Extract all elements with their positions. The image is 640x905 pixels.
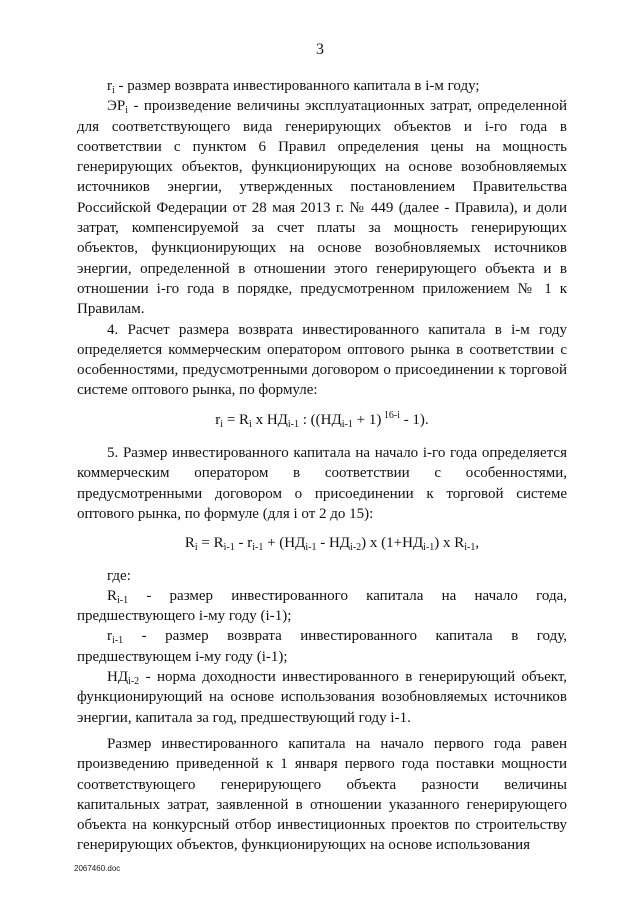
paragraph-first-year: Размер инвестированного капитала на начало первого года равен произведению приведенной к 1 января первого года поставки мощности соответствующего генерирующего объекта разности величины капитальных затрат, заявленной в отношении указанного генерирующего объекта на конкурсный отбор инвестиционных проектов по строительству генерирующих объектов, функционирующих на основе использования (77, 735, 567, 854)
definition-er (77, 96, 567, 319)
formula-part: + 1) (352, 411, 382, 428)
definition-return-prev (77, 626, 567, 667)
subscript: i (112, 85, 115, 96)
formula-part: - НД (316, 535, 351, 552)
formula-subscript: i-1 (252, 542, 264, 554)
paragraph-4: 4. Расчет размера возврата инвестированного капитала в i-м году определяется коммерческим оператором оптового рынка в соответствии с особенностями, предусмотренными договором о присоединении к торговой системе оптового рынка, по формуле: (77, 321, 567, 399)
symbol: r (107, 628, 112, 645)
formula-part: + (НД (263, 535, 306, 552)
formula-subscript: i (249, 418, 252, 430)
formula-subscript: i-2 (350, 542, 362, 554)
formula-subscript: i-1 (341, 418, 353, 430)
formula-part: r (215, 411, 221, 428)
subscript: i-1 (117, 594, 129, 606)
formula-part: ) x (1+НД (361, 535, 424, 552)
definition-text: - размер инвестированного капитала на начало года, предшествующего i-му году (i-1); (77, 587, 567, 625)
formula-subscript: i-1 (423, 542, 435, 554)
formula-part: R (184, 535, 195, 552)
definition-r (77, 76, 567, 96)
formula-return (77, 410, 567, 430)
formula-part: ) x R (434, 535, 465, 552)
file-name-footer: 2067460.doc (74, 864, 121, 873)
symbol: R (107, 587, 118, 604)
subscript: i-1 (112, 635, 124, 647)
symbol: НД (107, 669, 129, 686)
symbol: ЭР (107, 98, 126, 115)
paragraph-5: 5. Размер инвестированного капитала на начало i-го года определяется коммерческим оператором в соответствии с особенностями, предусмотренными договором о присоединении к торговой системе оптового рынка, по формуле (для i от 2 до 15): (77, 445, 567, 522)
formula-superscript: 16-i (381, 409, 400, 421)
symbol: r (107, 78, 112, 94)
formula-subscript: i (220, 418, 224, 430)
document-body (77, 76, 567, 856)
formula-part: : ((НД (299, 411, 342, 428)
definition-r-prev (77, 586, 567, 627)
definition-text: - произведение величины эксплуатационных затрат, определенной для соответствующего вида генерирующих объектов и i-го года в соответствии с пунктом 6 Правил определения цены на мощность генерирующих объектов, функционирующих на основе возобновляемых источников энергии, утвержденных постановлением Правительства Российской Федерации от 28 мая 2013 г. № 449 (далее - Правила), и доли затрат, компенсируемой за счет платы за мощность генерирующих объектов, функционирующих на основе возобновляемых источников энергии, определенной в отношении этого генерирующего объекта и в отношении i-го года в порядке, предусмотренном приложением № 1 к Правилам. (77, 98, 567, 318)
formula-part: - 1). (399, 411, 429, 428)
page-number: 3 (316, 41, 324, 58)
where-label: где: (107, 567, 131, 584)
formula-subscript: i-1 (287, 418, 300, 430)
formula-subscript: i-1 (305, 542, 317, 554)
formula-part: - r (234, 535, 253, 552)
formula-part: , (475, 535, 480, 552)
formula-part: = R (223, 411, 250, 428)
formula-capital (77, 533, 567, 553)
formula-part: = R (197, 535, 224, 552)
subscript: i (125, 105, 129, 117)
subscript: i-2 (128, 676, 140, 688)
definition-text: - размер возврата инвестированного капитала в i-м году; (114, 78, 480, 94)
formula-part: x НД (251, 411, 288, 428)
formula-subscript: i-1 (223, 542, 235, 554)
formula-subscript: i (194, 542, 198, 554)
definition-text: - норма доходности инвестированного в генерирующий объект, функционирующий на основе использования возобновляемых источников энергии, капитала за год, предшествующий году i-1. (77, 669, 567, 726)
definition-text: - размер возврата инвестированного капитала в году, предшествующем i-му году (i-1); (77, 628, 567, 665)
definition-nd (77, 667, 567, 728)
formula-subscript: i-1 (464, 542, 476, 554)
